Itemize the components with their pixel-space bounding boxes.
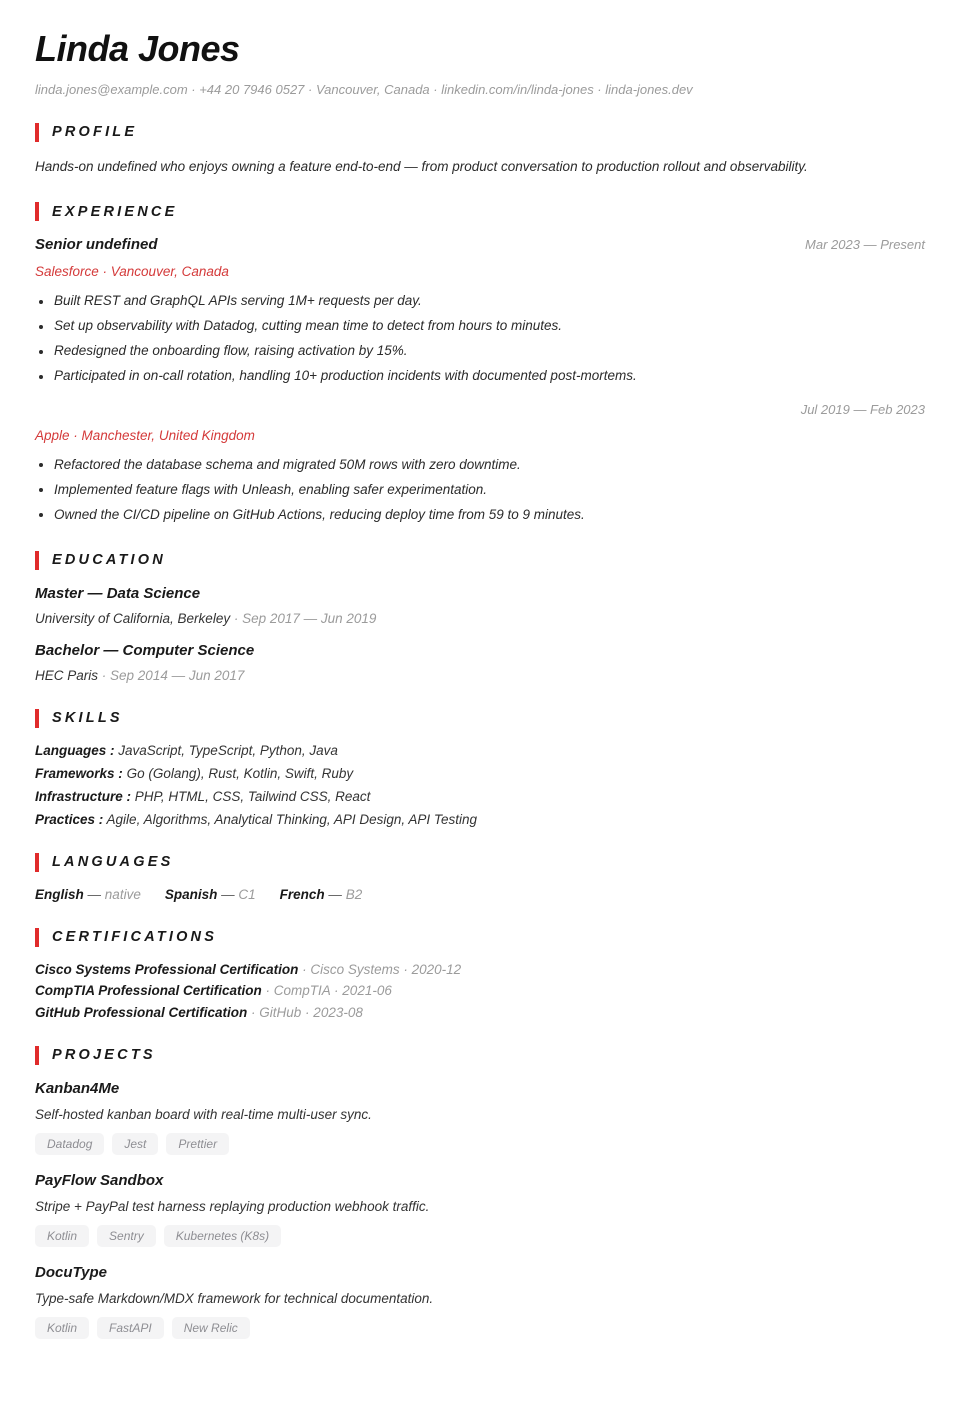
- candidate-name: Linda Jones: [35, 28, 240, 69]
- skill-row: [35, 789, 925, 804]
- project-tag-list: [35, 1225, 925, 1247]
- certification-meta: · GitHub · 2023-08: [251, 1004, 363, 1020]
- section-heading-label: PROFILE: [52, 124, 138, 141]
- school-line: [35, 668, 925, 683]
- certification-meta: · CompTIA · 2021-06: [265, 983, 392, 999]
- project-name: PayFlow Sandbox: [35, 1171, 164, 1189]
- school-line: [35, 611, 925, 626]
- education-dates: · Sep 2017 — Jun 2019: [233, 610, 377, 626]
- language-list: [35, 887, 925, 902]
- project-tag: Datadog: [35, 1133, 104, 1155]
- skill-values: PHP, HTML, CSS, Tailwind CSS, React: [134, 788, 371, 804]
- school-name: HEC Paris: [35, 667, 99, 683]
- certification-entry: [35, 983, 925, 998]
- contact-line: linda.jones@example.com · +44 20 7946 0527 · Vancouver, Canada · linkedin.com/in/linda-jones · linda-jones.dev: [35, 81, 693, 97]
- project-tag: Prettier: [166, 1133, 229, 1155]
- section-accent-bar: [35, 853, 39, 872]
- skill-label: Frameworks :: [35, 765, 123, 781]
- project-description: Stripe + PayPal test harness replaying production webhook traffic.: [35, 1198, 430, 1214]
- skill-values: Go (Golang), Rust, Kotlin, Swift, Ruby: [126, 765, 354, 781]
- certification-meta: · Cisco Systems · 2020-12: [302, 961, 462, 977]
- section-certifications: [35, 928, 925, 1020]
- project-entry: [35, 1264, 925, 1339]
- section-heading-certifications: [35, 928, 925, 947]
- skill-values: JavaScript, TypeScript, Python, Java: [118, 742, 338, 758]
- project-tag: Sentry: [97, 1225, 156, 1247]
- language-name: Spanish: [164, 886, 218, 902]
- project-name: Kanban4Me: [35, 1079, 120, 1097]
- section-heading-label: PROJECTS: [52, 1047, 156, 1064]
- language-item: [165, 887, 256, 902]
- language-name: French: [279, 886, 325, 902]
- job-header-row: [35, 236, 925, 253]
- project-name: DocuType: [35, 1263, 107, 1281]
- skill-label: Languages :: [35, 742, 115, 758]
- section-heading-label: SKILLS: [52, 710, 123, 727]
- section-heading-label: EXPERIENCE: [52, 203, 178, 220]
- project-entry: [35, 1080, 925, 1155]
- certification-name: CompTIA Professional Certification: [35, 983, 262, 999]
- project-description: Type-safe Markdown/MDX framework for technical documentation.: [35, 1290, 434, 1306]
- language-separator: —: [87, 886, 102, 902]
- school-name: University of California, Berkeley: [35, 610, 231, 626]
- section-education: [35, 551, 925, 683]
- job-bullet: Set up observability with Datadog, cutting mean time to detect from hours to minutes.: [35, 317, 925, 336]
- project-tag-list: [35, 1133, 925, 1155]
- skill-row: [35, 812, 925, 827]
- project-tag: FastAPI: [97, 1317, 164, 1339]
- job-dates: Mar 2023 — Present: [805, 237, 925, 253]
- education-entry: [35, 585, 925, 626]
- section-heading-languages: [35, 853, 925, 872]
- degree-title: Master — Data Science: [35, 584, 201, 602]
- job-bullet-list: [35, 292, 925, 386]
- section-accent-bar: [35, 928, 39, 947]
- language-item: [280, 887, 363, 902]
- language-name: English: [35, 886, 84, 902]
- education-dates: · Sep 2014 — Jun 2017: [101, 667, 245, 683]
- project-entry: [35, 1172, 925, 1247]
- section-accent-bar: [35, 1046, 39, 1065]
- language-separator: —: [328, 886, 342, 902]
- language-separator: —: [221, 886, 235, 902]
- section-heading-experience: [35, 202, 925, 221]
- section-projects: [35, 1046, 925, 1339]
- certification-name: GitHub Professional Certification: [35, 1004, 248, 1020]
- section-heading-label: LANGUAGES: [52, 854, 174, 871]
- skill-values: Agile, Algorithms, Analytical Thinking, API Design, API Testing: [106, 811, 477, 827]
- project-description: Self-hosted kanban board with real-time multi-user sync.: [35, 1106, 372, 1122]
- section-accent-bar: [35, 123, 39, 142]
- project-tag-list: [35, 1317, 925, 1339]
- section-accent-bar: [35, 709, 39, 728]
- job-bullet: Built REST and GraphQL APIs serving 1M+ requests per day.: [35, 292, 925, 311]
- project-tag: Kotlin: [35, 1317, 89, 1339]
- job-bullet: Implemented feature flags with Unleash, enabling safer experimentation.: [35, 481, 925, 500]
- experience-entry: [35, 236, 925, 386]
- job-bullet: Participated in on-call rotation, handling 10+ production incidents with documented post-mortems.: [35, 367, 925, 386]
- skill-label: Infrastructure :: [35, 788, 132, 804]
- job-title: Senior undefined: [35, 236, 158, 254]
- job-company: Apple · Manchester, United Kingdom: [35, 427, 255, 443]
- section-experience: [35, 202, 925, 524]
- skill-row: [35, 766, 925, 781]
- experience-entry: [35, 402, 925, 525]
- job-bullet: Refactored the database schema and migrated 50M rows with zero downtime.: [35, 456, 925, 475]
- profile-text: Hands-on undefined who enjoys owning a feature end-to-end — from product conversation to production rollout and observability.: [35, 158, 808, 174]
- language-level: native: [104, 886, 141, 902]
- section-heading-skills: [35, 709, 925, 728]
- section-heading-label: EDUCATION: [52, 552, 166, 569]
- skill-label: Practices :: [35, 811, 104, 827]
- language-level: C1: [238, 886, 256, 902]
- project-tag: Kubernetes (K8s): [164, 1225, 281, 1247]
- certification-entry: [35, 962, 925, 977]
- language-item: [35, 887, 141, 902]
- certification-entry: [35, 1005, 925, 1020]
- project-tag: Jest: [112, 1133, 158, 1155]
- project-tag: Kotlin: [35, 1225, 89, 1247]
- skill-row: [35, 743, 925, 758]
- section-accent-bar: [35, 202, 39, 221]
- education-entry: [35, 642, 925, 683]
- job-bullet: Owned the CI/CD pipeline on GitHub Actions, reducing deploy time from 59 to 9 minutes.: [35, 506, 925, 525]
- section-skills: [35, 709, 925, 827]
- section-heading-profile: [35, 123, 925, 142]
- certification-name: Cisco Systems Professional Certification: [35, 961, 299, 977]
- section-profile: [35, 123, 925, 177]
- section-heading-projects: [35, 1046, 925, 1065]
- degree-title: Bachelor — Computer Science: [35, 641, 255, 659]
- section-languages: [35, 853, 925, 902]
- job-company: Salesforce · Vancouver, Canada: [35, 264, 229, 280]
- language-level: B2: [345, 886, 363, 902]
- section-heading-education: [35, 551, 925, 570]
- section-accent-bar: [35, 551, 39, 570]
- project-tag: New Relic: [172, 1317, 250, 1339]
- job-bullet: Redesigned the onboarding flow, raising activation by 15%.: [35, 342, 925, 361]
- job-dates: Jul 2019 — Feb 2023: [800, 401, 925, 417]
- job-header-row: [35, 402, 925, 417]
- section-heading-label: CERTIFICATIONS: [52, 929, 218, 946]
- job-bullet-list: [35, 456, 925, 525]
